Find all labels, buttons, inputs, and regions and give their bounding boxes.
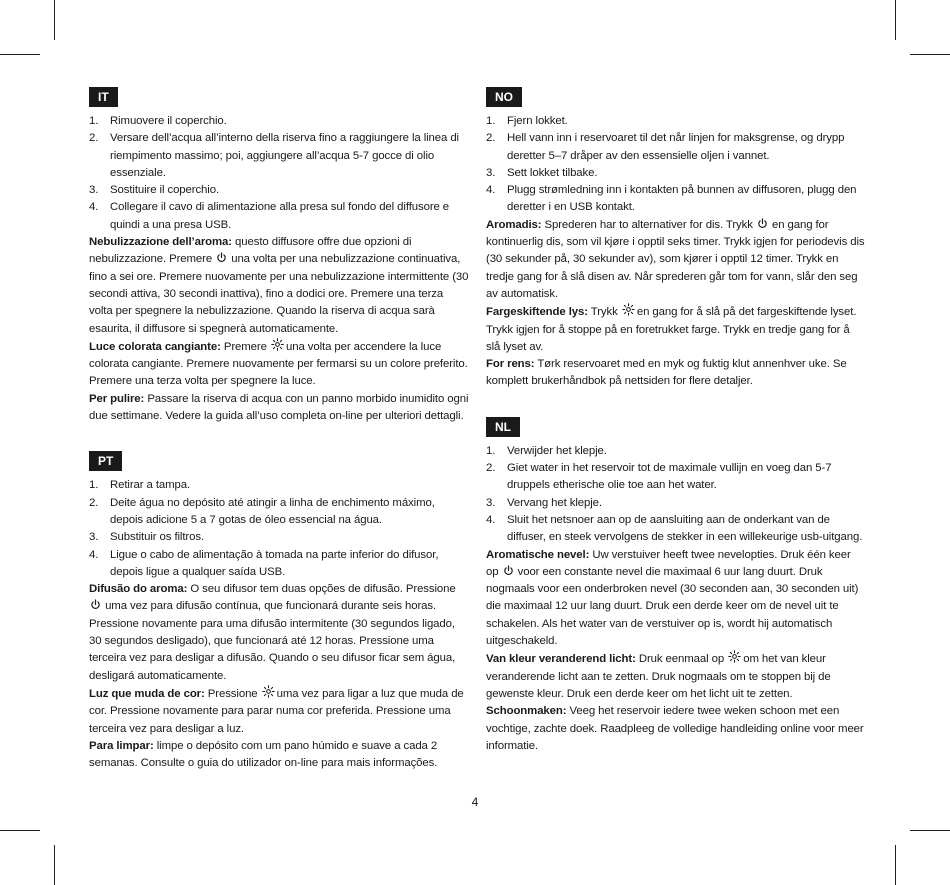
language-label: IT [89, 87, 118, 107]
section-no [486, 87, 866, 391]
power-icon [757, 218, 768, 229]
step-text: Fjern lokket. [507, 115, 568, 127]
aroma-paragraph [89, 234, 469, 338]
power-icon [90, 599, 101, 610]
light-heading: Luz que muda de cor: [89, 687, 205, 700]
aroma-text: Uw verstuiver heeft twee nevelopties. Druk één keer op [486, 548, 851, 578]
step-number: 1. [89, 479, 99, 492]
light-text: Pressione [204, 687, 261, 700]
list-item [89, 113, 469, 130]
light-text: Premere [220, 340, 270, 353]
step-number: 4. [486, 513, 496, 526]
cleaning-heading: Para limpar: [89, 739, 154, 752]
crop-mark [54, 845, 55, 885]
cleaning-heading: Schoonmaken: [486, 705, 567, 718]
right-column [486, 87, 866, 781]
step-text: Sostituire il coperchio. [110, 184, 220, 197]
step-text: Hell vann inn i reservoaret til det når linjen for maksgrense, og drypp deretter 5–7 dråper av den essensielle oljen i vannet. [507, 132, 845, 162]
cleaning-paragraph [486, 356, 866, 391]
page-number: 4 [471, 795, 479, 809]
cleaning-text: limpe o depósito com um pano húmido e suave a cada 2 semanas. Consulte o guia do utilizador on-line para mais informações. [89, 739, 438, 770]
step-number: 2. [89, 132, 99, 145]
step-text: Deite água no depósito até atingir a linha de enchimento máximo, depois adicione 5 a 7 gotas de óleo essencial na água. [110, 496, 435, 526]
step-number: 3. [486, 496, 496, 509]
step-text: Versare dell’acqua all’interno della riserva fino a raggiungere la linea di riempimento massimo; poi, aggiungere all’acqua 5-7 gocce di olio essenziale. [110, 132, 459, 179]
aroma-text: uma vez para difusão contínua, que funcionará durante seis horas. Pressione novamente para uma difusão intermitente (30 segundos ligado, 30 segundos desligado), que funcionará até 12 horas. Pressione uma terceira vez para desligar a difusão. Quando o seu difusor ficar sem água, desligará automaticamente. [89, 600, 456, 682]
cleaning-paragraph [89, 391, 469, 426]
left-column [89, 87, 469, 798]
light-text: Druk eenmaal op [635, 653, 728, 666]
language-label: NO [486, 87, 522, 107]
aroma-paragraph [486, 547, 866, 651]
light-icon [728, 650, 739, 661]
crop-mark [895, 845, 896, 885]
step-number: 2. [486, 132, 496, 145]
crop-mark [54, 0, 55, 40]
section-it [89, 87, 469, 425]
cleaning-text: Passare la riserva di acqua con un panno morbido inumidito ogni due settimane. Vedere la guida all’uso completa on-line per ulteriori dettagli. [89, 392, 469, 423]
aroma-heading: Difusão do aroma: [89, 583, 188, 596]
step-number: 4. [89, 548, 99, 561]
cleaning-heading: Per pulire: [89, 392, 145, 405]
light-heading: Fargeskiftende lys: [486, 306, 588, 319]
aroma-text: voor een constante nevel die maximaal 6 uur lang duurt. Druk nogmaals voor een onderbroken nevel (30 seconden aan, 30 seconden uit) die maximaal 12 uur lang duurt. Druk een derde keer om de nevel uit te schakelen. Als het water van de verstuiver op is, wordt hij automatisch uitgeschakeld. [486, 565, 859, 648]
list-item [89, 477, 469, 494]
cleaning-paragraph [89, 738, 469, 773]
aroma-text: O seu difusor tem duas opções de difusão. Pressione [187, 583, 456, 596]
list-item [486, 512, 866, 547]
aroma-text: Sprederen har to alternativer for dis. Trykk [541, 218, 756, 231]
light-icon [262, 685, 273, 696]
step-text: Collegare il cavo di alimentazione alla presa sul fondo del diffusore e quindi a una presa USB. [110, 201, 450, 231]
crop-mark [0, 54, 40, 55]
light-text: uma vez para ligar a luz que muda de cor. Pressione novamente para parar numa cor preferida. Pressione uma terceira vez para desligar a luz. [89, 687, 464, 735]
language-label: NL [486, 417, 520, 437]
step-text: Retirar a tampa. [110, 479, 191, 492]
list-item [89, 529, 469, 546]
step-text: Substituir os filtros. [110, 531, 205, 544]
step-text: Verwijder het klepje. [507, 444, 607, 457]
light-text: en gang for å slå på det fargeskiftende lyset. Trykk igjen for å stoppe på en foretrukket farge. Trykk en tredje gang for å slå lyset av. [486, 306, 857, 353]
aroma-text: en gang for kontinuerlig dis, som vil kjøre i opptil seks timer. Trykk igjen for periodevis dis (30 sekunder på, 30 sekunder av), som kjører i opptil 12 timer. Trykk en tredje gang for å slå disen av. Når sprederen går tom for vann, slår den seg av automatisk. [486, 218, 865, 300]
step-number: 3. [89, 531, 99, 544]
instruction-steps [89, 477, 469, 581]
aroma-heading: Nebulizzazione dell’aroma: [89, 236, 232, 249]
list-item [486, 460, 866, 495]
list-item [89, 547, 469, 582]
light-heading: Luce colorata cangiante: [89, 340, 221, 353]
light-icon [622, 303, 633, 314]
step-text: Rimuovere il coperchio. [110, 115, 227, 127]
light-paragraph [486, 650, 866, 703]
step-number: 2. [89, 496, 99, 509]
step-text: Giet water in het reservoir tot de maximale vullijn en voeg dan 5-7 druppels etherische olie toe aan het water. [507, 462, 832, 492]
cleaning-paragraph [486, 703, 866, 755]
list-item [89, 199, 469, 234]
aroma-paragraph [89, 581, 469, 685]
light-paragraph [486, 303, 866, 356]
step-number: 1. [486, 115, 496, 127]
section-nl [486, 417, 866, 755]
step-text: Plugg strømledning inn i kontakten på bunnen av diffusoren, plugg den deretter i en USB kontakt. [507, 184, 857, 214]
list-item [89, 130, 469, 182]
language-label: PT [89, 451, 122, 471]
step-number: 1. [486, 444, 496, 457]
step-text: Vervang het klepje. [507, 496, 602, 509]
aroma-paragraph [486, 217, 866, 303]
list-item [486, 495, 866, 512]
step-number: 1. [89, 115, 99, 127]
crop-mark [895, 0, 896, 40]
power-icon [503, 565, 514, 576]
instruction-steps [486, 443, 866, 547]
light-text: om het van kleur veranderende licht aan te zetten. Druk nogmaals om te stoppen bij de gewenste kleur. Druk een derde keer om het licht uit te zetten. [486, 653, 831, 700]
list-item [486, 182, 866, 217]
crop-mark [0, 830, 40, 831]
section-pt [89, 451, 469, 772]
list-item [486, 165, 866, 182]
aroma-heading: Aromatische nevel: [486, 548, 590, 561]
crop-mark [910, 830, 950, 831]
aroma-text: una volta per una nebulizzazione continuativa, fino a sei ore. Premere nuovamente per una nebulizzazione intermittente (30 secondi attiva, 30 secondi inattiva), fino a dodici ore. Premere una terza volta per spegnere la nebulizzazione. Quando la riserva di acqua sarà esaurita, il diffusore si spegnerà automaticamente. [89, 253, 469, 335]
step-text: Sluit het netsnoer aan op de aansluiting aan de onderkant van de diffuser, en steek vervolgens de stekker in een willekeurige usb-uitgang. [507, 513, 863, 544]
cleaning-text: Veeg het reservoir iedere twee weken schoon met een vochtige, zachte doek. Raadpleeg de volledige handleiding online voor meer informatie. [486, 705, 864, 752]
light-text: una volta per accendere la luce colorata cangiante. Premere nuovamente per fermarsi su un colore preferito. Premere una terza volta per spegnere la luce. [89, 340, 468, 388]
instruction-steps [486, 113, 866, 217]
light-paragraph [89, 685, 469, 738]
step-number: 2. [486, 462, 496, 475]
aroma-text: questo diffusore offre due opzioni di nebulizzazione. Premere [89, 236, 412, 266]
step-text: Sett lokket tilbake. [507, 166, 598, 179]
step-number: 3. [89, 184, 99, 197]
cleaning-heading: For rens: [486, 358, 535, 371]
step-number: 3. [486, 166, 496, 179]
list-item [486, 443, 866, 460]
list-item [89, 495, 469, 530]
crop-mark [910, 54, 950, 55]
light-text: Trykk [587, 306, 621, 319]
step-text: Ligue o cabo de alimentação à tomada na parte inferior do difusor, depois ligue a qualquer saída USB. [110, 548, 439, 578]
aroma-heading: Aromadis: [486, 218, 542, 231]
list-item [486, 130, 866, 165]
step-number: 4. [486, 184, 496, 197]
light-paragraph [89, 338, 469, 391]
light-icon [271, 338, 282, 349]
cleaning-text: Tørk reservoaret med en myk og fuktig klut annenhver uke. Se komplett brukerhåndbok på nettsiden for flere detaljer. [486, 358, 847, 388]
instruction-steps [89, 113, 469, 234]
list-item [486, 113, 866, 130]
power-icon [216, 252, 227, 263]
list-item [89, 182, 469, 199]
light-heading: Van kleur veranderend licht: [486, 653, 636, 666]
step-number: 4. [89, 201, 99, 214]
